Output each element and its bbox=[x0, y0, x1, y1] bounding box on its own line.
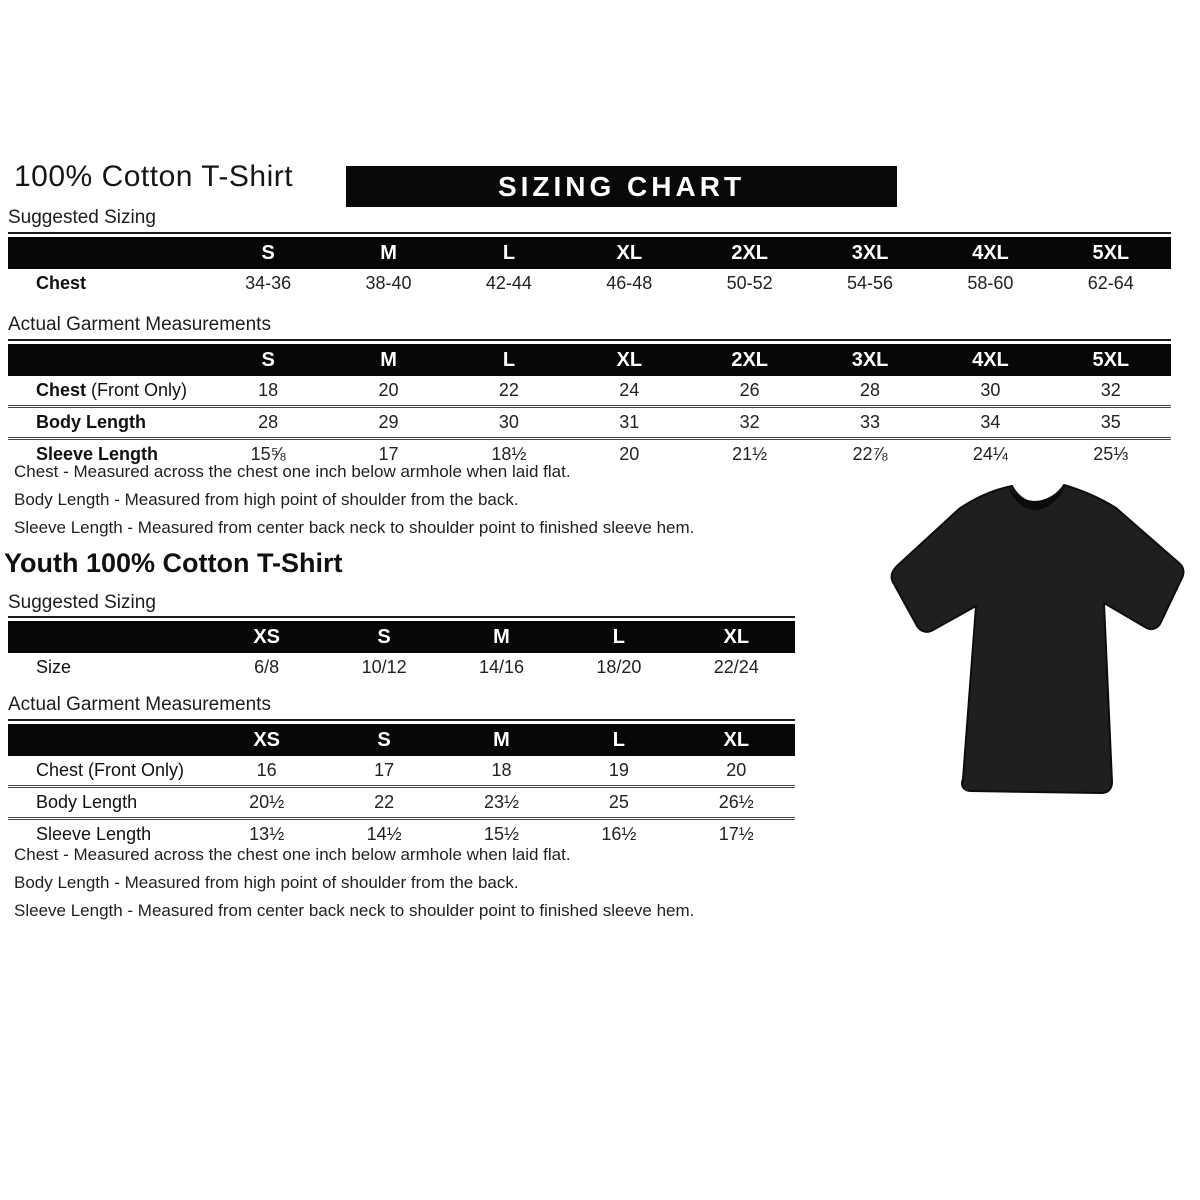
cell-value: 16½ bbox=[601, 824, 637, 844]
column-header: XL bbox=[616, 241, 643, 264]
table-row bbox=[8, 269, 1171, 298]
row-label: Chest bbox=[36, 273, 87, 293]
cell-value: 28 bbox=[860, 380, 881, 400]
cell-value: 18½ bbox=[491, 444, 527, 464]
column-header: L bbox=[612, 728, 625, 751]
table-header-row bbox=[8, 237, 1171, 269]
row-label: Body Length bbox=[36, 792, 138, 812]
cell-value: 14½ bbox=[366, 824, 402, 844]
column-header: 3XL bbox=[851, 348, 889, 371]
banner-label: SIZING CHART bbox=[497, 170, 746, 202]
table-row bbox=[8, 788, 795, 820]
adult-suggested-sizing-label: Suggested Sizing bbox=[8, 207, 156, 228]
cell-value: 13½ bbox=[249, 824, 285, 844]
cell-value: 34 bbox=[980, 412, 1001, 432]
cell-value: 24¼ bbox=[972, 444, 1008, 464]
adult-measurement-notes bbox=[14, 458, 694, 542]
cell-value: 6/8 bbox=[254, 657, 280, 677]
page-title: 100% Cotton T-Shirt bbox=[14, 160, 294, 193]
cell-value: 21½ bbox=[732, 444, 768, 464]
column-header: 5XL bbox=[1092, 348, 1130, 371]
cell-value: 31 bbox=[619, 412, 640, 432]
body-length-note: Body Length - Measured from high point of shoulder from the back. bbox=[14, 490, 519, 509]
cell-value: 29 bbox=[378, 412, 399, 432]
column-header: 4XL bbox=[972, 241, 1009, 264]
cell-value: 26½ bbox=[718, 792, 754, 812]
column-header: XS bbox=[253, 625, 281, 648]
table-header-row bbox=[8, 344, 1171, 376]
row-label: Sleeve Length bbox=[36, 824, 152, 844]
cell-value: 28 bbox=[258, 412, 279, 432]
cell-value: 58-60 bbox=[967, 273, 1014, 293]
cell-value: 38-40 bbox=[365, 273, 412, 293]
cell-value: 19 bbox=[608, 760, 629, 780]
column-header: L bbox=[502, 348, 516, 371]
column-header: 2XL bbox=[731, 348, 769, 371]
youth-title: Youth 100% Cotton T-Shirt bbox=[4, 548, 343, 578]
row-label: Size bbox=[36, 657, 72, 677]
adult-actual-table bbox=[8, 339, 1171, 469]
youth-suggested-table bbox=[8, 616, 795, 682]
adult-actual-measurements-label: Actual Garment Measurements bbox=[8, 314, 271, 335]
table-row bbox=[8, 408, 1171, 440]
cell-value: 15⅝ bbox=[250, 444, 286, 464]
column-header: XL bbox=[723, 625, 750, 648]
sleeve-length-note: Sleeve Length - Measured from center back neck to shoulder point to finished sleeve hem. bbox=[14, 518, 695, 537]
cell-value: 34-36 bbox=[245, 273, 292, 293]
cell-value: 54-56 bbox=[847, 273, 894, 293]
cell-value: 18 bbox=[258, 380, 279, 400]
cell-value: 26 bbox=[739, 380, 760, 400]
cell-value: 30 bbox=[498, 412, 519, 432]
cell-value: 22/24 bbox=[713, 657, 759, 677]
cell-value: 30 bbox=[980, 380, 1001, 400]
column-header: S bbox=[261, 348, 275, 371]
column-header: S bbox=[261, 241, 275, 264]
table-header-row bbox=[8, 724, 795, 756]
cell-value: 46-48 bbox=[606, 273, 653, 293]
chest-note: Chest - Measured across the chest one inch below armhole when laid flat. bbox=[14, 462, 571, 481]
column-header: M bbox=[493, 728, 510, 751]
tshirt-image bbox=[885, 476, 1190, 811]
cell-value: 17 bbox=[374, 760, 395, 780]
youth-actual-measurements-label: Actual Garment Measurements bbox=[8, 694, 271, 715]
table-row bbox=[8, 376, 1171, 408]
cell-value: 42-44 bbox=[485, 273, 532, 293]
table-row bbox=[8, 653, 795, 682]
youth-measurement-notes bbox=[14, 841, 694, 925]
column-header: M bbox=[493, 625, 510, 648]
cell-value: 20 bbox=[378, 380, 399, 400]
cell-value: 22 bbox=[498, 380, 519, 400]
cell-value: 22 bbox=[374, 792, 395, 812]
cell-value: 22⅞ bbox=[852, 444, 888, 464]
cell-value: 17 bbox=[378, 444, 399, 464]
column-header: 2XL bbox=[731, 241, 769, 264]
youth-suggested-sizing-label: Suggested Sizing bbox=[8, 592, 156, 613]
youth-actual-table bbox=[8, 719, 795, 849]
row-label: Body Length bbox=[36, 412, 146, 432]
table-header-row bbox=[8, 621, 795, 653]
column-header: 4XL bbox=[972, 348, 1009, 371]
cell-value: 25⅓ bbox=[1093, 444, 1129, 464]
row-label: Chest (Front Only) bbox=[36, 380, 188, 400]
cell-value: 17½ bbox=[718, 824, 754, 844]
cell-value: 20 bbox=[726, 760, 747, 780]
cell-value: 18 bbox=[491, 760, 512, 780]
column-header: L bbox=[502, 241, 516, 264]
column-header: S bbox=[377, 728, 391, 751]
cell-value: 15½ bbox=[483, 824, 520, 844]
column-header: XL bbox=[616, 348, 643, 371]
column-header: 5XL bbox=[1092, 241, 1130, 264]
cell-value: 62-64 bbox=[1087, 273, 1134, 293]
cell-value: 32 bbox=[739, 412, 760, 432]
column-header: S bbox=[377, 625, 391, 648]
cell-value: 14/16 bbox=[478, 657, 525, 677]
cell-value: 35 bbox=[1100, 412, 1121, 432]
tshirt-body bbox=[892, 485, 1184, 793]
table-row bbox=[8, 756, 795, 788]
cell-value: 25 bbox=[608, 792, 629, 812]
cell-value: 32 bbox=[1100, 380, 1121, 400]
cell-value: 10/12 bbox=[361, 657, 407, 677]
adult-suggested-table bbox=[8, 232, 1171, 298]
sleeve-length-note: Sleeve Length - Measured from center back neck to shoulder point to finished sleeve hem. bbox=[14, 901, 695, 920]
cell-value: 50-52 bbox=[726, 273, 773, 293]
cell-value: 33 bbox=[860, 412, 881, 432]
column-header: M bbox=[380, 241, 397, 264]
chest-note: Chest - Measured across the chest one inch below armhole when laid flat. bbox=[14, 845, 571, 864]
cell-value: 16 bbox=[256, 760, 277, 780]
body-length-note: Body Length - Measured from high point of shoulder from the back. bbox=[14, 873, 519, 892]
cell-value: 20 bbox=[619, 444, 640, 464]
cell-value: 24 bbox=[619, 380, 640, 400]
cell-value: 23½ bbox=[483, 792, 520, 812]
column-header: L bbox=[612, 625, 625, 648]
column-header: XL bbox=[723, 728, 750, 751]
row-label: Sleeve Length bbox=[36, 444, 159, 464]
column-header: XS bbox=[253, 728, 281, 751]
sizing-chart-banner bbox=[346, 166, 897, 207]
column-header: M bbox=[380, 348, 397, 371]
row-label: Chest (Front Only) bbox=[36, 760, 185, 780]
cell-value: 20½ bbox=[249, 792, 285, 812]
cell-value: 18/20 bbox=[596, 657, 642, 677]
column-header: 3XL bbox=[851, 241, 889, 264]
